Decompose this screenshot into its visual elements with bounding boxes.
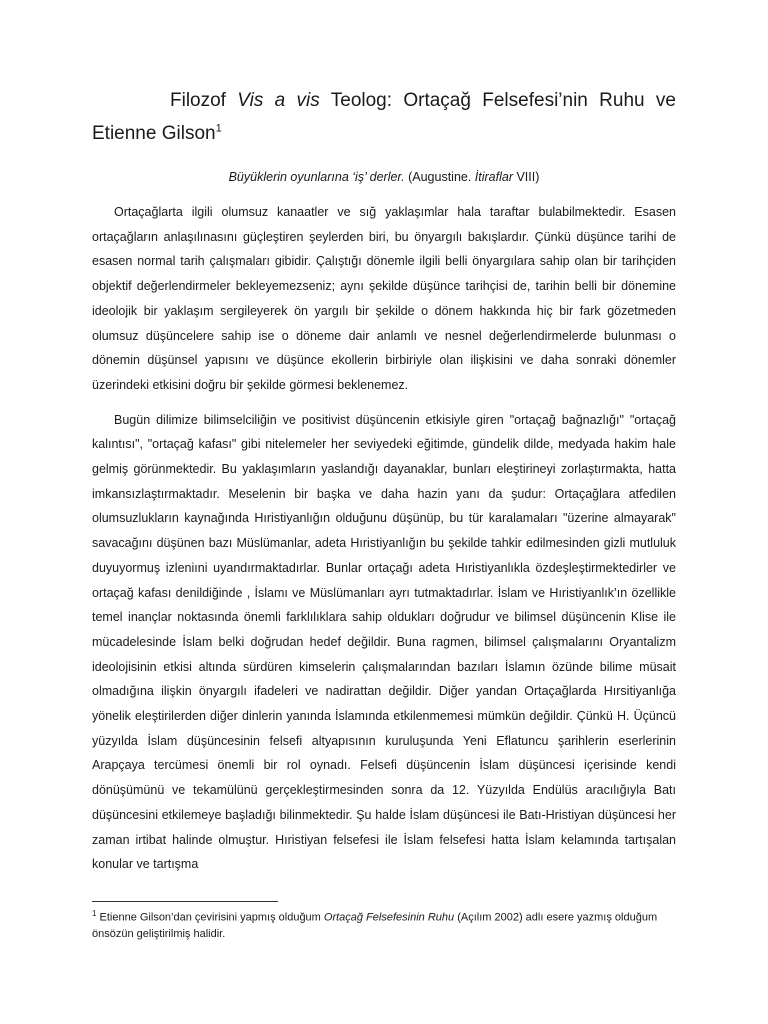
- document-title-line2: [92, 117, 676, 150]
- footnote-divider: [92, 901, 278, 902]
- footnote-mark: 1: [92, 909, 97, 918]
- epigraph-source-close: VIII): [513, 170, 540, 184]
- title-suffix: Teolog: Ortaçağ Felsefesi’nin Ruhu ve: [319, 90, 676, 111]
- page-body: [92, 84, 676, 887]
- footnote: [92, 906, 676, 942]
- footnote-text-before: Etienne Gilson’dan çevirisini yapmış olduğum: [96, 911, 324, 924]
- document-title: [92, 84, 676, 117]
- paragraph-2: Bugün dilimize bilimselciliğin ve positivist düşüncenin etkisiyle giren "ortaçağ bağnazlığı" "ortaçağ kalıntısı", "ortaçağ kafası" gibi nitelemeler her seviyedeki eğitimde, gündelik dilde, medyada hakim hale gelmiş görünmektedir. Bu yaklaşımların yaslandığı dayanaklar, bunları eleştirineyi zorlaştırmakta, hatta imkansızlaştırmaktadır. Meselenin bir başka ve daha hazin yanı da şudur: Ortaçağlara atfedilen olumsuzlukların kaynağında Hıristiyanlığın olduğunu düşünüp, bu tür karalamaları "üzerine almayarak" savacağını düşünen bazı Müslümanlar, adeta Hıristiyanlığın bu şekilde tahkir edilmesinden gizli mutluluk duyuyormuş izleniıni uyandırmaktadırlar. Bunlar ortaçağı adeta Hıristiyanlıkla özdeşleştirmektedirler ve ortaçağ kafası denildiğinde , İslamı ve Müslümanları ayrı tutmaktadırlar. İslam ve Hıristiyanlık’ın özellikle temel inançlar noktasında önemli farklılıklara sahip oldukları doğrudur ve bilimsel düşüncenin Klise ile mücadelesinde İslam belki doğrudan hedef değildir. Buna ragmen, bilimsel çalışmalarını Oryantalizm ideolojisinin etkisi altında sürdüren kimselerin çalışmalarından bazıları İslamın özünde bilime müsait olmadığına ilişkin önyargılı ifadeleri ve nadirattan değildir. Diğer yandan Ortaçağlarda Hırsitiyanlığa yönelik eleştirilerden diğer dinlerin yanında İslamında etkilenmemesi mümkün değildir. Çünkü H. Üçüncü yüzyılda İslam düşüncesinin felsefi altyapısının kuruluşunda Yeni Eflatuncu şarihlerin eserlerinin Arapçaya tercümesi önemli bir rol oynadı. Felsefi düşüncenin İslam düşüncesi içerisinde kendi dönüşümünü ve tekamülünü gerçekleştirmesinden sonra da 12. Yüzyılda Endülüs aracılığıyla Batı düşüncesini etkilemeye başladığı bilinmektedir. Şu halde İslam düşüncesi ile Batı-Hristiyan düşüncesi her zaman irtibat halinde olmuştur. Hıristiyan felsefesi ile İslam felsefesi hatta İslam kelamında tartışalan konular ve tartışma: [92, 412, 676, 872]
- title-line2: Etienne Gilson: [92, 123, 216, 144]
- paragraph-1: Ortaçağlarta ilgili olumsuz kanaatler ve sığ yaklaşımlar hala taraftar bulabilmektedir. Esasen ortaçağların anlaşılınasını güçleştiren şeylerden biri, bu önyargılı bakışlardır. Çünkü düşünce tarihi de esasen normal tarih çalışmaları gibidir. Çalıştığı dönemle ilgili belli önyargılara sahip olan bir tarihçiden objektif değerlendirmeler bekleyemezseniz; aynı şekilde düşünce tarihçisi de, tarihin belli bir dönemine ideolojik bir yaklaşım sergileyerek ön yargılı bir şekilde o dönem hakkında hiç bir fark gözetmeden olumsuz düşüncelere sahip ise o döneme dair anlamlı ve nesnel değerlendirmelerde bulunması o dönemin düşünsel yapısını ve düşünce ekollerin birbiriyle olan ilişkisini ve daha sonraki dönemler üzerindeki etkisini doğru bir şekilde görmesi beklenemez.: [92, 205, 676, 392]
- epigraph-source-italic: İtiraflar: [474, 170, 513, 184]
- title-footnote-mark[interactable]: 1: [215, 122, 222, 135]
- footnote-text-after: (Açılım 2002) adlı esere yazmış olduğum önsözün geliştirilmiş halidir.: [92, 911, 658, 940]
- epigraph: [92, 170, 676, 184]
- epigraph-source-open: (Augustine.: [404, 170, 475, 184]
- title-prefix: Filozof: [170, 90, 238, 111]
- footnote-italic: Ortaçağ Felsefesinin Ruhu: [323, 911, 455, 924]
- epigraph-quote: Büyüklerin oyunlarına ‘iş’ derler.: [228, 170, 405, 184]
- title-italic: Vis a vis: [237, 90, 320, 111]
